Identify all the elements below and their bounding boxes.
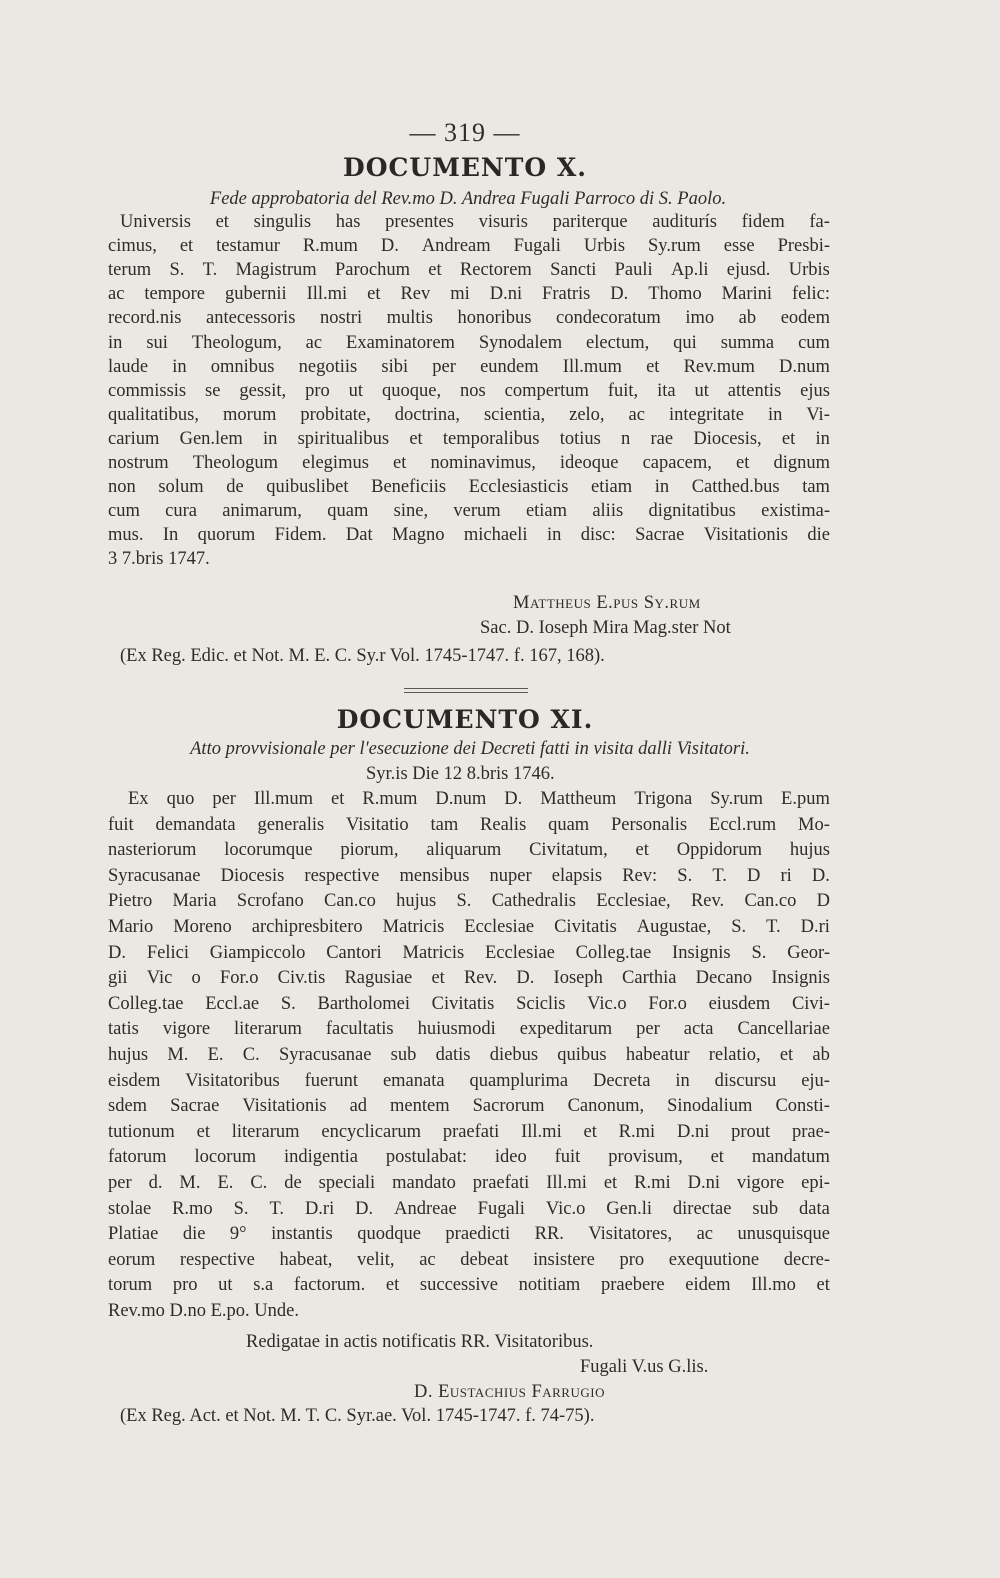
document-xi-closing: Redigatae in actis notificatis RR. Visitatoribus. — [246, 1332, 594, 1352]
text-line: Pietro Maria Scrofano Can.co hujus S. Cathedralis Ecclesiae, Rev. Can.co D — [108, 891, 830, 912]
text-line: Ex quo per Ill.mum et R.mum D.num D. Mattheum Trigona Sy.rum E.pum — [128, 789, 830, 809]
text-line: nasteriorum locorumque piorum, aliquarum Civitatum, et Oppidorum hujus — [108, 840, 830, 861]
document-xi-signature-farrugio: D. Eustachius Farrugio — [414, 1382, 605, 1402]
text-line: cimus, et testamur R.mum D. Andream Fugali Urbis Sy.rum esse Presbi- — [108, 236, 830, 257]
text-line: Rev.mo D.no E.po. Unde. — [108, 1301, 299, 1321]
text-line: fuit demandata generalis Visitatio tam Realis quam Personalis Eccl.rum Mo- — [108, 814, 830, 835]
document-x-title: DOCUMENTO X. — [343, 153, 587, 182]
text-line: non solum de quibuslibet Beneficiis Ecclesiasticis etiam in Catthed.bus tam — [108, 477, 830, 498]
text-line: in sui Theologum, ac Examinatorem Synodalem electum, qui summa cum — [108, 332, 830, 353]
document-xi-signature-fugali: Fugali V.us G.lis. — [580, 1357, 709, 1377]
text-line: cum cura animarum, quam sine, verum etiam aliis dignitatibus existima- — [108, 501, 830, 522]
text-line: qualitatibus, morum probitate, doctrina, scientia, zelo, ac integritate in Vi- — [108, 404, 830, 425]
text-line: Platiae die 9° instantis quodque praedicti RR. Visitatores, ac unusquisque — [108, 1224, 830, 1245]
document-xi-date: Syr.is Die 12 8.bris 1746. — [366, 764, 555, 784]
text-line: carium Gen.lem in spiritualibus et temporalibus totius n rae Diocesis, et in — [108, 428, 830, 449]
document-x-signature: Mattheus E.pus Sy.rum — [513, 593, 701, 613]
text-line: tatis vigore literarum facultatis huiusmodi expeditarum per acta Cancellariae — [108, 1019, 830, 1040]
document-xi-subtitle: Atto provvisionale per l'esecuzione dei Decreti fatti in visita dalli Visitatori. — [190, 739, 750, 759]
text-line: commissis se gessit, pro ut quoque, nos compertum fuit, ita ut attentis ejus — [108, 380, 830, 401]
document-xi-title: DOCUMENTO XI. — [336, 705, 594, 734]
text-line: torum pro ut s.a factorum. et successive notitiam praebere eidem Ill.mo et — [108, 1275, 830, 1296]
text-line: 3 7.bris 1747. — [108, 549, 210, 570]
text-line: terum S. T. Magistrum Parochum et Rectorem Sancti Pauli Ap.li ejusd. Urbis — [108, 260, 830, 281]
section-divider — [404, 688, 528, 693]
text-line: eorum respective habeat, velit, ac debeat insistere pro exequutione decre- — [108, 1249, 830, 1270]
text-line: record.nis antecessoris nostri multis honoribus condecoratum imo ab eodem — [108, 308, 830, 329]
document-x-reference: (Ex Reg. Edic. et Not. M. E. C. Sy.r Vol. 1745-1747. f. 167, 168). — [120, 646, 605, 666]
text-line: Colleg.tae Eccl.ae S. Bartholomei Civitatis Sciclis Vic.o For.o eiusdem Civi- — [108, 993, 830, 1014]
text-line: laude in omnibus negotiis sibi per eundem Ill.mum et Rev.mum D.num — [108, 356, 830, 377]
text-line: mus. In quorum Fidem. Dat Magno michaeli in disc: Sacrae Visitationis die — [108, 525, 830, 546]
text-line: per d. M. E. C. de speciali mandato praefati Ill.mi et R.mi D.ni vigore epi- — [108, 1173, 830, 1193]
text-line: nostrum Theologum elegimus et nominavimus, ideoque capacem, et dignum — [108, 453, 830, 473]
document-xi-reference: (Ex Reg. Act. et Not. M. T. C. Syr.ae. Vol. 1745-1747. f. 74-75). — [120, 1406, 595, 1426]
text-line: Syracusanae Diocesis respective mensibus nuper elapsis Rev: S. T. D ri D. — [108, 865, 830, 886]
text-line: hujus M. E. C. Syracusanae sub datis diebus quibus habeatur relatio, et ab — [108, 1045, 830, 1065]
text-line: D. Felici Giampiccolo Cantori Matricis Ecclesiae Colleg.tae Insignis S. Geor- — [108, 942, 830, 963]
text-line: tutionum et literarum encyclicarum praefati Ill.mi et R.mi D.ni prout prae- — [108, 1121, 830, 1142]
text-line: ac tempore gubernii Ill.mi et Rev mi D.ni Fratris D. Thomo Marini felic: — [108, 284, 830, 305]
page-number: — 319 — — [409, 118, 521, 147]
document-x-notary: Sac. D. Ioseph Mira Mag.ster Not — [480, 618, 731, 638]
text-line: sdem Sacrae Visitationis ad mentem Sacrorum Canonum, Sinodalium Consti- — [108, 1096, 830, 1117]
document-x-subtitle: Fede approbatoria del Rev.mo D. Andrea Fugali Parroco di S. Paolo. — [209, 189, 727, 209]
text-line: Universis et singulis has presentes visuris pariterque auditurís fidem fa- — [120, 212, 830, 232]
text-line: stolae R.mo S. T. D.ri D. Andreae Fugali Vic.o Gen.li directae sub data — [108, 1198, 830, 1219]
text-line: gii Vic o For.o Civ.tis Ragusiae et Rev. D. Ioseph Carthia Decano Insignis — [108, 968, 830, 989]
text-line: fatorum locorum indigentia postulabat: ideo fuit provisum, et mandatum — [108, 1147, 830, 1168]
text-line: Mario Moreno archipresbitero Matricis Ecclesiae Civitatis Augustae, S. T. D.ri — [108, 917, 830, 937]
text-line: eisdem Visitatoribus fuerunt emanata quamplurima Decreta in discursu eju- — [108, 1070, 830, 1091]
